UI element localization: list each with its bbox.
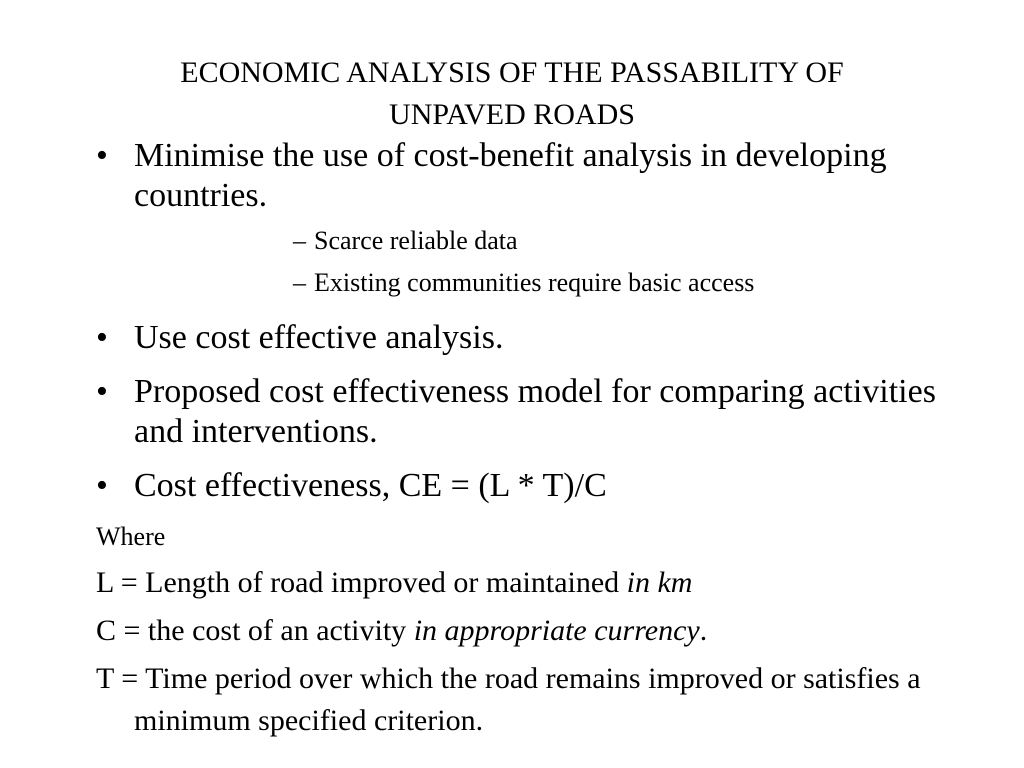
sub-bullet-text: Scarce reliable data — [314, 226, 518, 255]
bullet-item — [96, 136, 956, 304]
sub-bullet-glyph: – — [293, 268, 306, 297]
definitions-list — [96, 562, 956, 742]
where-label: Where — [96, 522, 166, 551]
title-line-2: UNPAVED ROADS — [389, 98, 635, 131]
bullet-glyph: • — [96, 319, 108, 356]
bullet-text: Minimise the use of cost-benefit analysis in developing countries. — [134, 137, 887, 214]
bullet-glyph: • — [96, 137, 108, 174]
title-line-1: ECONOMIC ANALYSIS OF THE PASSABILITY OF — [180, 56, 844, 89]
bullet-list — [96, 136, 956, 520]
definition-length — [96, 562, 956, 604]
bullet-item — [96, 466, 956, 506]
definition-time — [96, 658, 956, 742]
slide-title — [60, 52, 964, 136]
definition-unit: in appropriate currency — [413, 614, 700, 647]
sub-bullet-glyph: – — [293, 226, 306, 255]
definition-suffix: . — [699, 614, 708, 647]
definition-text: L = Length of road improved or maintained — [96, 566, 627, 599]
definition-cost — [96, 610, 956, 652]
bullet-glyph: • — [96, 467, 108, 504]
bullet-item — [96, 318, 956, 358]
bullet-text: Use cost effective analysis. — [134, 319, 504, 356]
bullet-glyph: • — [96, 373, 108, 410]
bullet-text: Proposed cost effectiveness model for comparing activities and interventions. — [134, 373, 936, 450]
bullet-item — [96, 372, 956, 452]
definition-unit: in km — [626, 566, 693, 599]
definition-text: T = Time period over which the road remains improved or satisfies a minimum specified criterion. — [96, 662, 921, 737]
sub-bullet-item — [134, 220, 956, 262]
definition-text: C = the cost of an activity — [96, 614, 414, 647]
sub-bullet-item — [134, 262, 956, 304]
sub-bullet-text: Existing communities require basic access — [314, 268, 755, 297]
sub-bullet-list — [134, 220, 956, 304]
bullet-text: Cost effectiveness, CE = (L * T)/C — [134, 467, 607, 504]
